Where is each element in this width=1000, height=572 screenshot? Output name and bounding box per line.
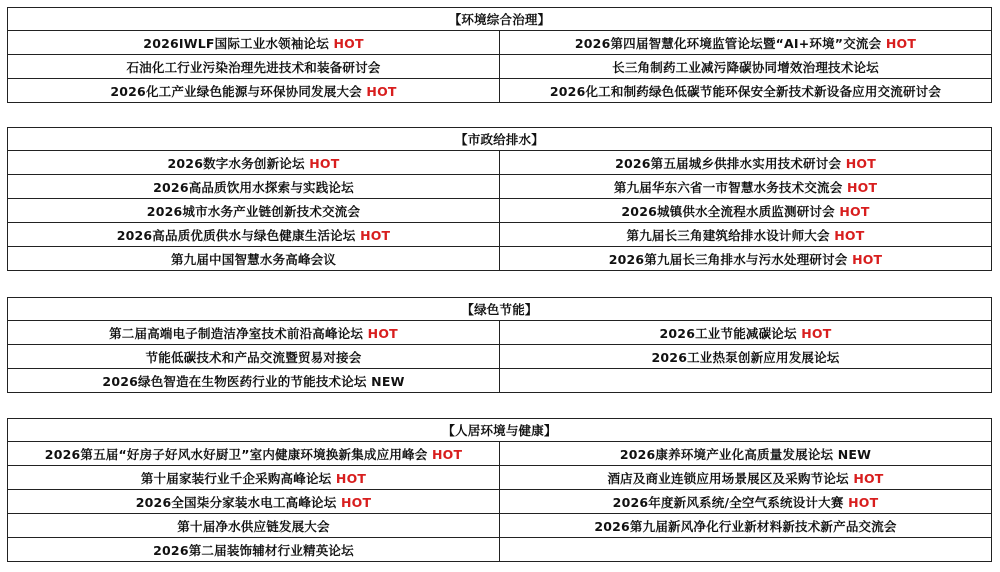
forum-name: 2026城镇供水全流程水质监测研讨会 <box>621 203 840 219</box>
hot-badge: HOT <box>341 494 372 510</box>
forum-name: 2026IWLF国际工业水领袖论坛 <box>143 35 334 51</box>
forum-cell[interactable] <box>8 55 500 79</box>
forum-cell[interactable] <box>8 490 500 514</box>
forum-name: 2026化工和制药绿色低碳节能环保安全新技术新设备应用交流研讨会 <box>549 83 942 99</box>
forum-name: 第十届家装行业千企采购高峰论坛 <box>140 470 336 486</box>
forum-name: 第九届华东六省一市智慧水务技术交流会 <box>613 179 847 195</box>
forum-name: 2026化工产业绿色能源与环保协同发展大会 <box>110 83 367 99</box>
forum-cell[interactable] <box>500 345 992 369</box>
forum-cell[interactable] <box>8 223 500 247</box>
hot-badge: HOT <box>333 35 364 51</box>
forum-cell[interactable] <box>500 321 992 345</box>
section-title: 【绿色节能】 <box>8 298 992 321</box>
forum-cell[interactable] <box>8 247 500 271</box>
forum-name: 酒店及商业连锁应用场景展区及采购节论坛 <box>607 470 854 486</box>
hot-badge: HOT <box>852 251 883 267</box>
forum-name: 2026第九届新风净化行业新材料新技术新产品交流会 <box>594 518 897 534</box>
hot-badge: HOT <box>839 203 870 219</box>
forum-cell[interactable] <box>8 199 500 223</box>
section-living-environment-health <box>7 418 992 562</box>
forum-cell[interactable] <box>8 321 500 345</box>
forum-cell[interactable] <box>8 442 500 466</box>
forum-name: 2026第五届“好房子好风水好厨卫”室内健康环境换新集成应用峰会 <box>44 446 432 462</box>
forum-cell[interactable] <box>500 151 992 175</box>
hot-badge: HOT <box>309 155 340 171</box>
hot-badge: HOT <box>846 179 878 195</box>
forum-cell[interactable] <box>500 199 992 223</box>
section-title: 【环境综合治理】 <box>8 8 992 31</box>
hot-badge: HOT <box>834 227 865 243</box>
empty-cell <box>500 369 992 393</box>
hot-badge: HOT <box>367 325 398 341</box>
forum-name: 长三角制药工业减污降碳协同增效治理技术论坛 <box>612 59 879 75</box>
section-title: 【市政给排水】 <box>8 128 992 151</box>
forum-cell[interactable] <box>500 31 992 55</box>
forum-cell[interactable] <box>8 514 500 538</box>
forum-cell[interactable] <box>8 175 500 199</box>
empty-cell <box>500 538 992 562</box>
hot-badge: HOT <box>360 227 391 243</box>
section-title: 【人居环境与健康】 <box>8 419 992 442</box>
forum-name: 第九届中国智慧水务高峰会议 <box>170 251 337 267</box>
forum-name: 第二届高端电子制造洁净室技术前沿高峰论坛 <box>109 325 368 341</box>
forum-cell[interactable] <box>500 442 992 466</box>
forum-name: 2026工业热泵创新应用发展论坛 <box>651 349 840 365</box>
forum-name: 2026年度新风系统/全空气系统设计大赛 <box>612 494 849 510</box>
section-municipal-water <box>7 127 992 271</box>
forum-cell[interactable] <box>500 55 992 79</box>
section-environment-governance <box>7 7 992 103</box>
forum-cell[interactable] <box>500 490 992 514</box>
hot-badge: HOT <box>801 325 832 341</box>
hot-badge: HOT <box>885 35 917 51</box>
section-green-energy-saving <box>7 297 992 393</box>
hot-badge: HOT <box>335 470 367 486</box>
forum-name: 2026高品质饮用水探索与实践论坛 <box>153 179 354 195</box>
forum-name: 2026高品质优质供水与绿色健康生活论坛 <box>116 227 361 243</box>
forum-cell[interactable] <box>8 79 500 103</box>
forum-name: 2026第二届装饰辅材行业精英论坛 <box>153 542 354 558</box>
forum-cell[interactable] <box>8 345 500 369</box>
forum-name: 石油化工行业污染治理先进技术和装备研讨会 <box>126 59 381 75</box>
forum-cell[interactable] <box>8 369 500 393</box>
forum-name: 2026康养环境产业化高质量发展论坛 NEW <box>619 446 872 462</box>
hot-badge: HOT <box>848 494 879 510</box>
forum-cell[interactable] <box>500 247 992 271</box>
forum-cell[interactable] <box>500 514 992 538</box>
hot-badge: HOT <box>845 155 876 171</box>
forum-name: 节能低碳技术和产品交流暨贸易对接会 <box>145 349 362 365</box>
hot-badge: HOT <box>853 470 884 486</box>
forum-cell[interactable] <box>8 151 500 175</box>
forum-cell[interactable] <box>500 223 992 247</box>
forum-name: 2026数字水务创新论坛 <box>167 155 310 171</box>
hot-badge: HOT <box>366 83 397 99</box>
forum-name: 2026城市水务产业链创新技术交流会 <box>146 203 361 219</box>
forum-cell[interactable] <box>8 466 500 490</box>
forum-name: 第十届净水供应链发展大会 <box>177 518 330 534</box>
hot-badge: HOT <box>431 446 463 462</box>
forum-name: 2026工业节能减碳论坛 <box>659 325 802 341</box>
forum-cell[interactable] <box>500 175 992 199</box>
forum-cell[interactable] <box>500 79 992 103</box>
forum-name: 2026第五届城乡供排水实用技术研讨会 <box>615 155 846 171</box>
forum-cell[interactable] <box>8 538 500 562</box>
forum-name: 2026第四届智慧化环境监管论坛暨“AI+环境”交流会 <box>574 35 886 51</box>
forum-name: 第九届长三角建筑给排水设计师大会 <box>626 227 835 243</box>
forum-cell[interactable] <box>8 31 500 55</box>
forum-cell[interactable] <box>500 466 992 490</box>
forum-name: 2026第九届长三角排水与污水处理研讨会 <box>608 251 853 267</box>
forum-name: 2026全国柒分家装水电工高峰论坛 <box>135 494 342 510</box>
forum-name: 2026绿色智造在生物医药行业的节能技术论坛 NEW <box>102 373 405 389</box>
